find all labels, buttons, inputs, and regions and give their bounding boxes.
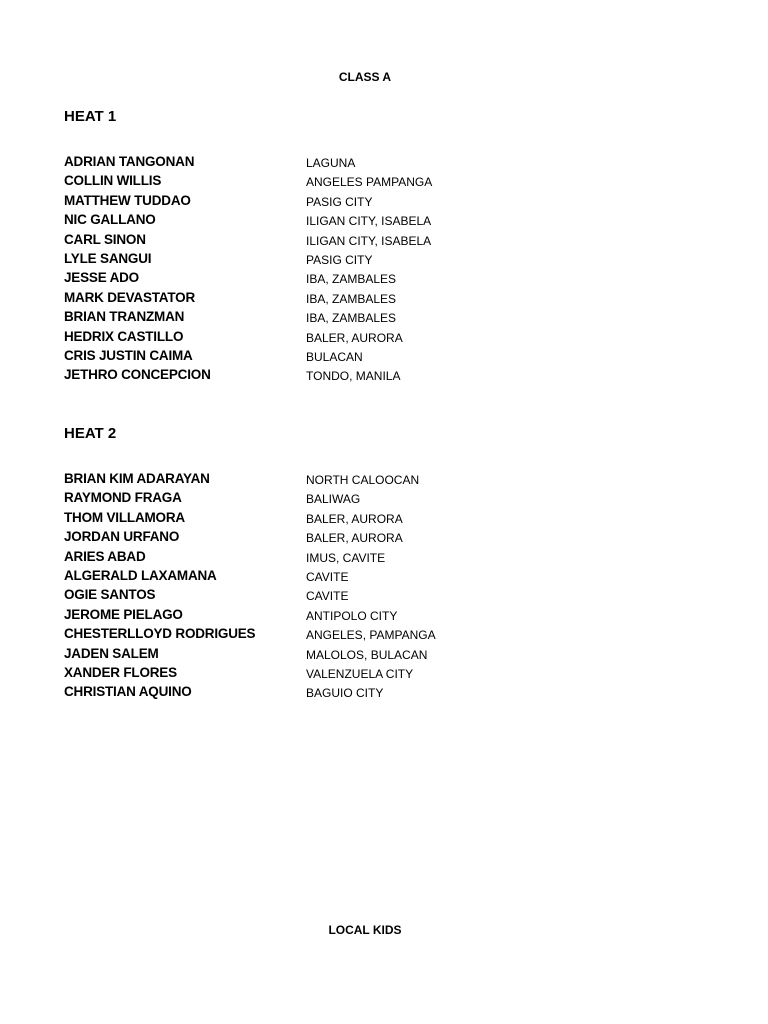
entry-row	[64, 171, 664, 190]
entry-name: CRIS JUSTIN CAIMA	[64, 347, 193, 363]
entry-name: NIC GALLANO	[64, 212, 156, 228]
entry-name: BRIAN TRANZMAN	[64, 309, 185, 325]
entry-row	[64, 288, 664, 307]
entry-name: ADRIAN TANGONAN	[64, 154, 195, 169]
entry-place: ANGELES PAMPANGA	[306, 175, 433, 190]
entry-place: NORTH CALOOCAN	[306, 473, 420, 487]
entry-name: JETHRO CONCEPCION	[64, 367, 211, 383]
entry-place: BALER, AURORA	[306, 511, 403, 526]
entry-place: ILIGAN CITY, ISABELA	[306, 214, 432, 229]
entry-name: CARL SINON	[64, 231, 146, 247]
entry-name: BRIAN KIM ADARAYAN	[64, 471, 210, 486]
entry-name: MARK DEVASTATOR	[64, 289, 195, 305]
entry-row	[64, 663, 664, 682]
entry-place: BALIWAG	[306, 492, 361, 507]
entry-row	[64, 547, 664, 566]
entry-row	[64, 605, 664, 624]
entry-name: HEDRIX CASTILLO	[64, 328, 184, 344]
entry-row	[64, 152, 664, 171]
entry-place: IBA, ZAMBALES	[306, 291, 397, 306]
entry-row	[64, 307, 664, 326]
entry-name: JADEN SALEM	[64, 645, 159, 661]
heat-title: HEAT 1	[64, 108, 117, 125]
entry-row	[64, 327, 664, 346]
entry-row	[64, 566, 664, 585]
entry-row	[64, 682, 664, 701]
entry-place: LAGUNA	[306, 156, 356, 170]
entry-place: BALER, AURORA	[306, 531, 403, 546]
entry-row	[64, 469, 664, 488]
heat-1-section	[64, 107, 664, 385]
entry-row	[64, 624, 664, 643]
entry-name: ALGERALD LAXAMANA	[64, 567, 217, 583]
class-title: CLASS A	[338, 70, 392, 84]
entry-row	[64, 527, 664, 546]
entry-row	[64, 230, 664, 249]
entry-name: ARIES ABAD	[64, 548, 146, 564]
entry-name: OGIE SANTOS	[64, 587, 156, 603]
entry-row	[64, 249, 664, 268]
entry-name: CHESTERLLOYD RODRIGUES	[64, 626, 256, 642]
entry-name: XANDER FLORES	[64, 664, 177, 680]
entry-row	[64, 365, 664, 384]
entry-place: TONDO, MANILA	[306, 369, 401, 384]
entry-name: JEROME PIELAGO	[64, 606, 183, 622]
entry-place: CAVITE	[306, 569, 349, 584]
entry-row	[64, 268, 664, 287]
entry-place: BULACAN	[306, 349, 363, 364]
entry-name: MATTHEW TUDDAO	[64, 192, 191, 208]
entry-place: PASIG CITY	[306, 252, 373, 267]
entry-name: THOM VILLAMORA	[64, 509, 185, 525]
entry-row	[64, 585, 664, 604]
entry-name: CHRISTIAN AQUINO	[64, 684, 192, 700]
heat-1-entries	[64, 152, 664, 385]
heat-2-entries	[64, 469, 664, 702]
entry-place: IBA, ZAMBALES	[306, 311, 397, 326]
entry-place: CAVITE	[306, 589, 349, 604]
entry-row	[64, 644, 664, 663]
entry-place: VALENZUELA CITY	[306, 666, 414, 681]
entry-place: BALER, AURORA	[306, 330, 403, 345]
entry-name: LYLE SANGUI	[64, 250, 152, 266]
entry-place: MALOLOS, BULACAN	[306, 647, 428, 662]
entry-name: RAYMOND FRAGA	[64, 490, 182, 506]
entry-row	[64, 508, 664, 527]
entry-place: PASIG CITY	[306, 194, 373, 209]
entry-place: ILIGAN CITY, ISABELA	[306, 233, 432, 248]
entry-place: IBA, ZAMBALES	[306, 272, 397, 287]
entry-place: IMUS, CAVITE	[306, 550, 386, 565]
entry-place: BAGUIO CITY	[306, 686, 384, 701]
entry-name: COLLIN WILLIS	[64, 173, 162, 189]
heat-title: HEAT 2	[64, 425, 117, 442]
entry-place: ANGELES, PAMPANGA	[306, 628, 436, 643]
heat-2-section	[64, 424, 664, 702]
entry-row	[64, 346, 664, 365]
entry-name: JESSE ADO	[64, 270, 139, 286]
entry-name: JORDAN URFANO	[64, 529, 180, 545]
entry-place: ANTIPOLO CITY	[306, 608, 398, 623]
footer-section-title: LOCAL KIDS	[328, 923, 402, 937]
entry-row	[64, 210, 664, 229]
entry-row	[64, 488, 664, 507]
entry-row	[64, 191, 664, 210]
